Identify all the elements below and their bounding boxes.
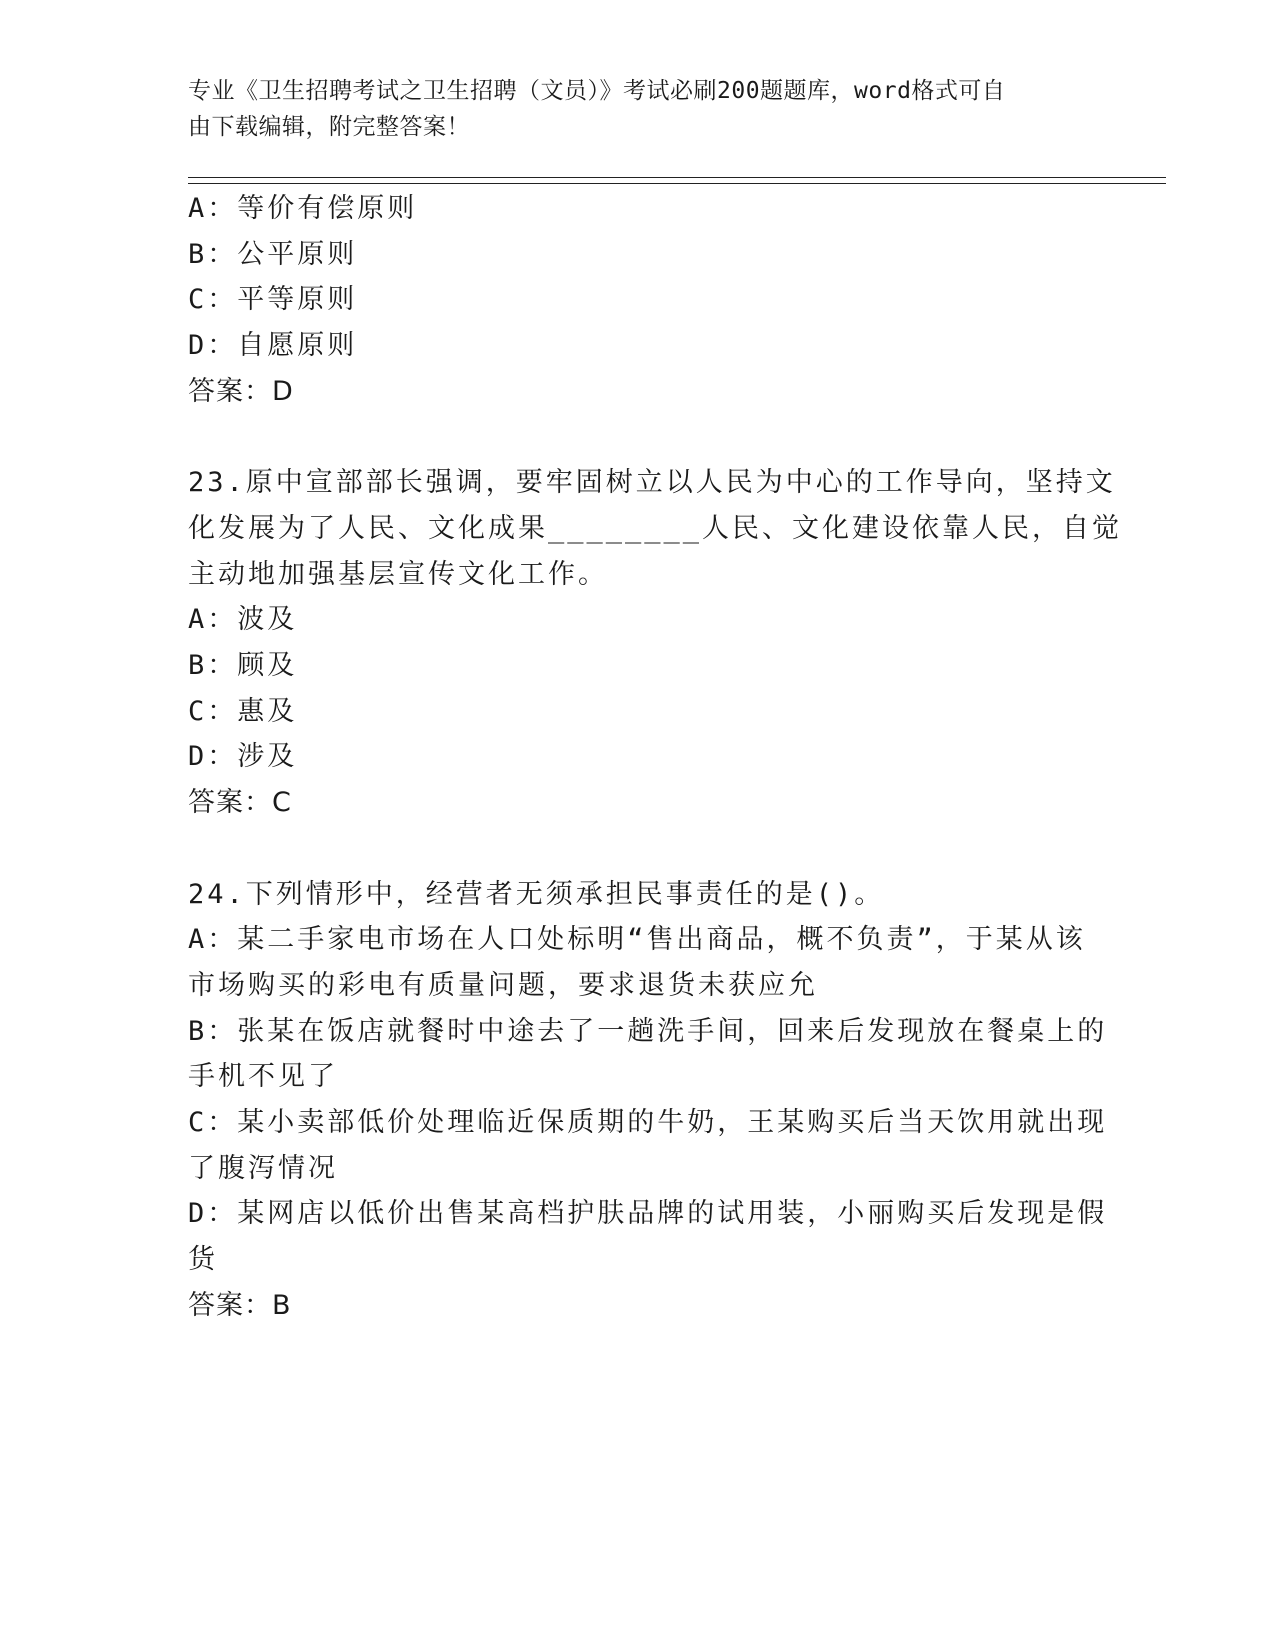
option-b: B：张某在饭店就餐时中途去了一趟洗手间，回来后发现放在餐桌上的 bbox=[188, 1015, 1108, 1047]
question-stem: 主动地加强基层宣传文化工作。 bbox=[188, 558, 608, 590]
option-c: C：平等原则 bbox=[188, 284, 358, 316]
header-divider bbox=[188, 177, 1166, 178]
option-b: B：公平原则 bbox=[188, 238, 358, 270]
option-c: C：惠及 bbox=[188, 695, 298, 727]
option-d: D：涉及 bbox=[188, 741, 298, 773]
spacer bbox=[188, 415, 1088, 461]
option-c-continued: 了腹泻情况 bbox=[188, 1152, 338, 1184]
option-b-continued: 手机不见了 bbox=[188, 1061, 338, 1093]
answer: 答案：C bbox=[188, 787, 292, 819]
option-d: D：某网店以低价出售某高档护肤品牌的试用装，小丽购买后发现是假 bbox=[188, 1198, 1108, 1230]
answer: 答案：B bbox=[188, 1289, 292, 1321]
question-24 bbox=[188, 872, 1108, 1329]
option-a: A：波及 bbox=[188, 604, 298, 636]
option-c: C：某小卖部低价处理临近保质期的牛奶，王某购买后当天饮用就出现 bbox=[188, 1107, 1108, 1139]
header-divider bbox=[188, 183, 1166, 184]
option-a-continued: 市场购买的彩电有质量问题，要求退货未获应允 bbox=[188, 969, 818, 1001]
answer: 答案：D bbox=[188, 375, 294, 407]
option-a: A：等价有偿原则 bbox=[188, 193, 418, 224]
option-d: D：自愿原则 bbox=[188, 330, 358, 362]
question-stem: 24.下列情形中，经营者无须承担民事责任的是()。 bbox=[188, 878, 885, 910]
header-line: 专业《卫生招聘考试之卫生招聘（文员）》考试必刷200题题库，word格式可自 bbox=[188, 78, 1006, 104]
question-stem: 23.原中宣部部长强调，要牢固树立以人民为中心的工作导向，坚持文 bbox=[188, 467, 1116, 499]
question-22 bbox=[188, 186, 1088, 415]
question-23 bbox=[188, 460, 1123, 826]
option-b: B：顾及 bbox=[188, 650, 298, 682]
document-header bbox=[188, 73, 1088, 145]
header-line: 由下载编辑，附完整答案！ bbox=[188, 114, 470, 140]
question-content bbox=[188, 186, 1123, 1329]
option-a: A：某二手家电市场在人口处标明“售出商品，概不负责”，于某从该 bbox=[188, 924, 1086, 956]
question-stem: 化发展为了人民、文化成果________人民、文化建设依靠人民，自觉 bbox=[188, 512, 1123, 544]
spacer bbox=[188, 826, 1088, 872]
option-d-continued: 货 bbox=[188, 1244, 218, 1276]
